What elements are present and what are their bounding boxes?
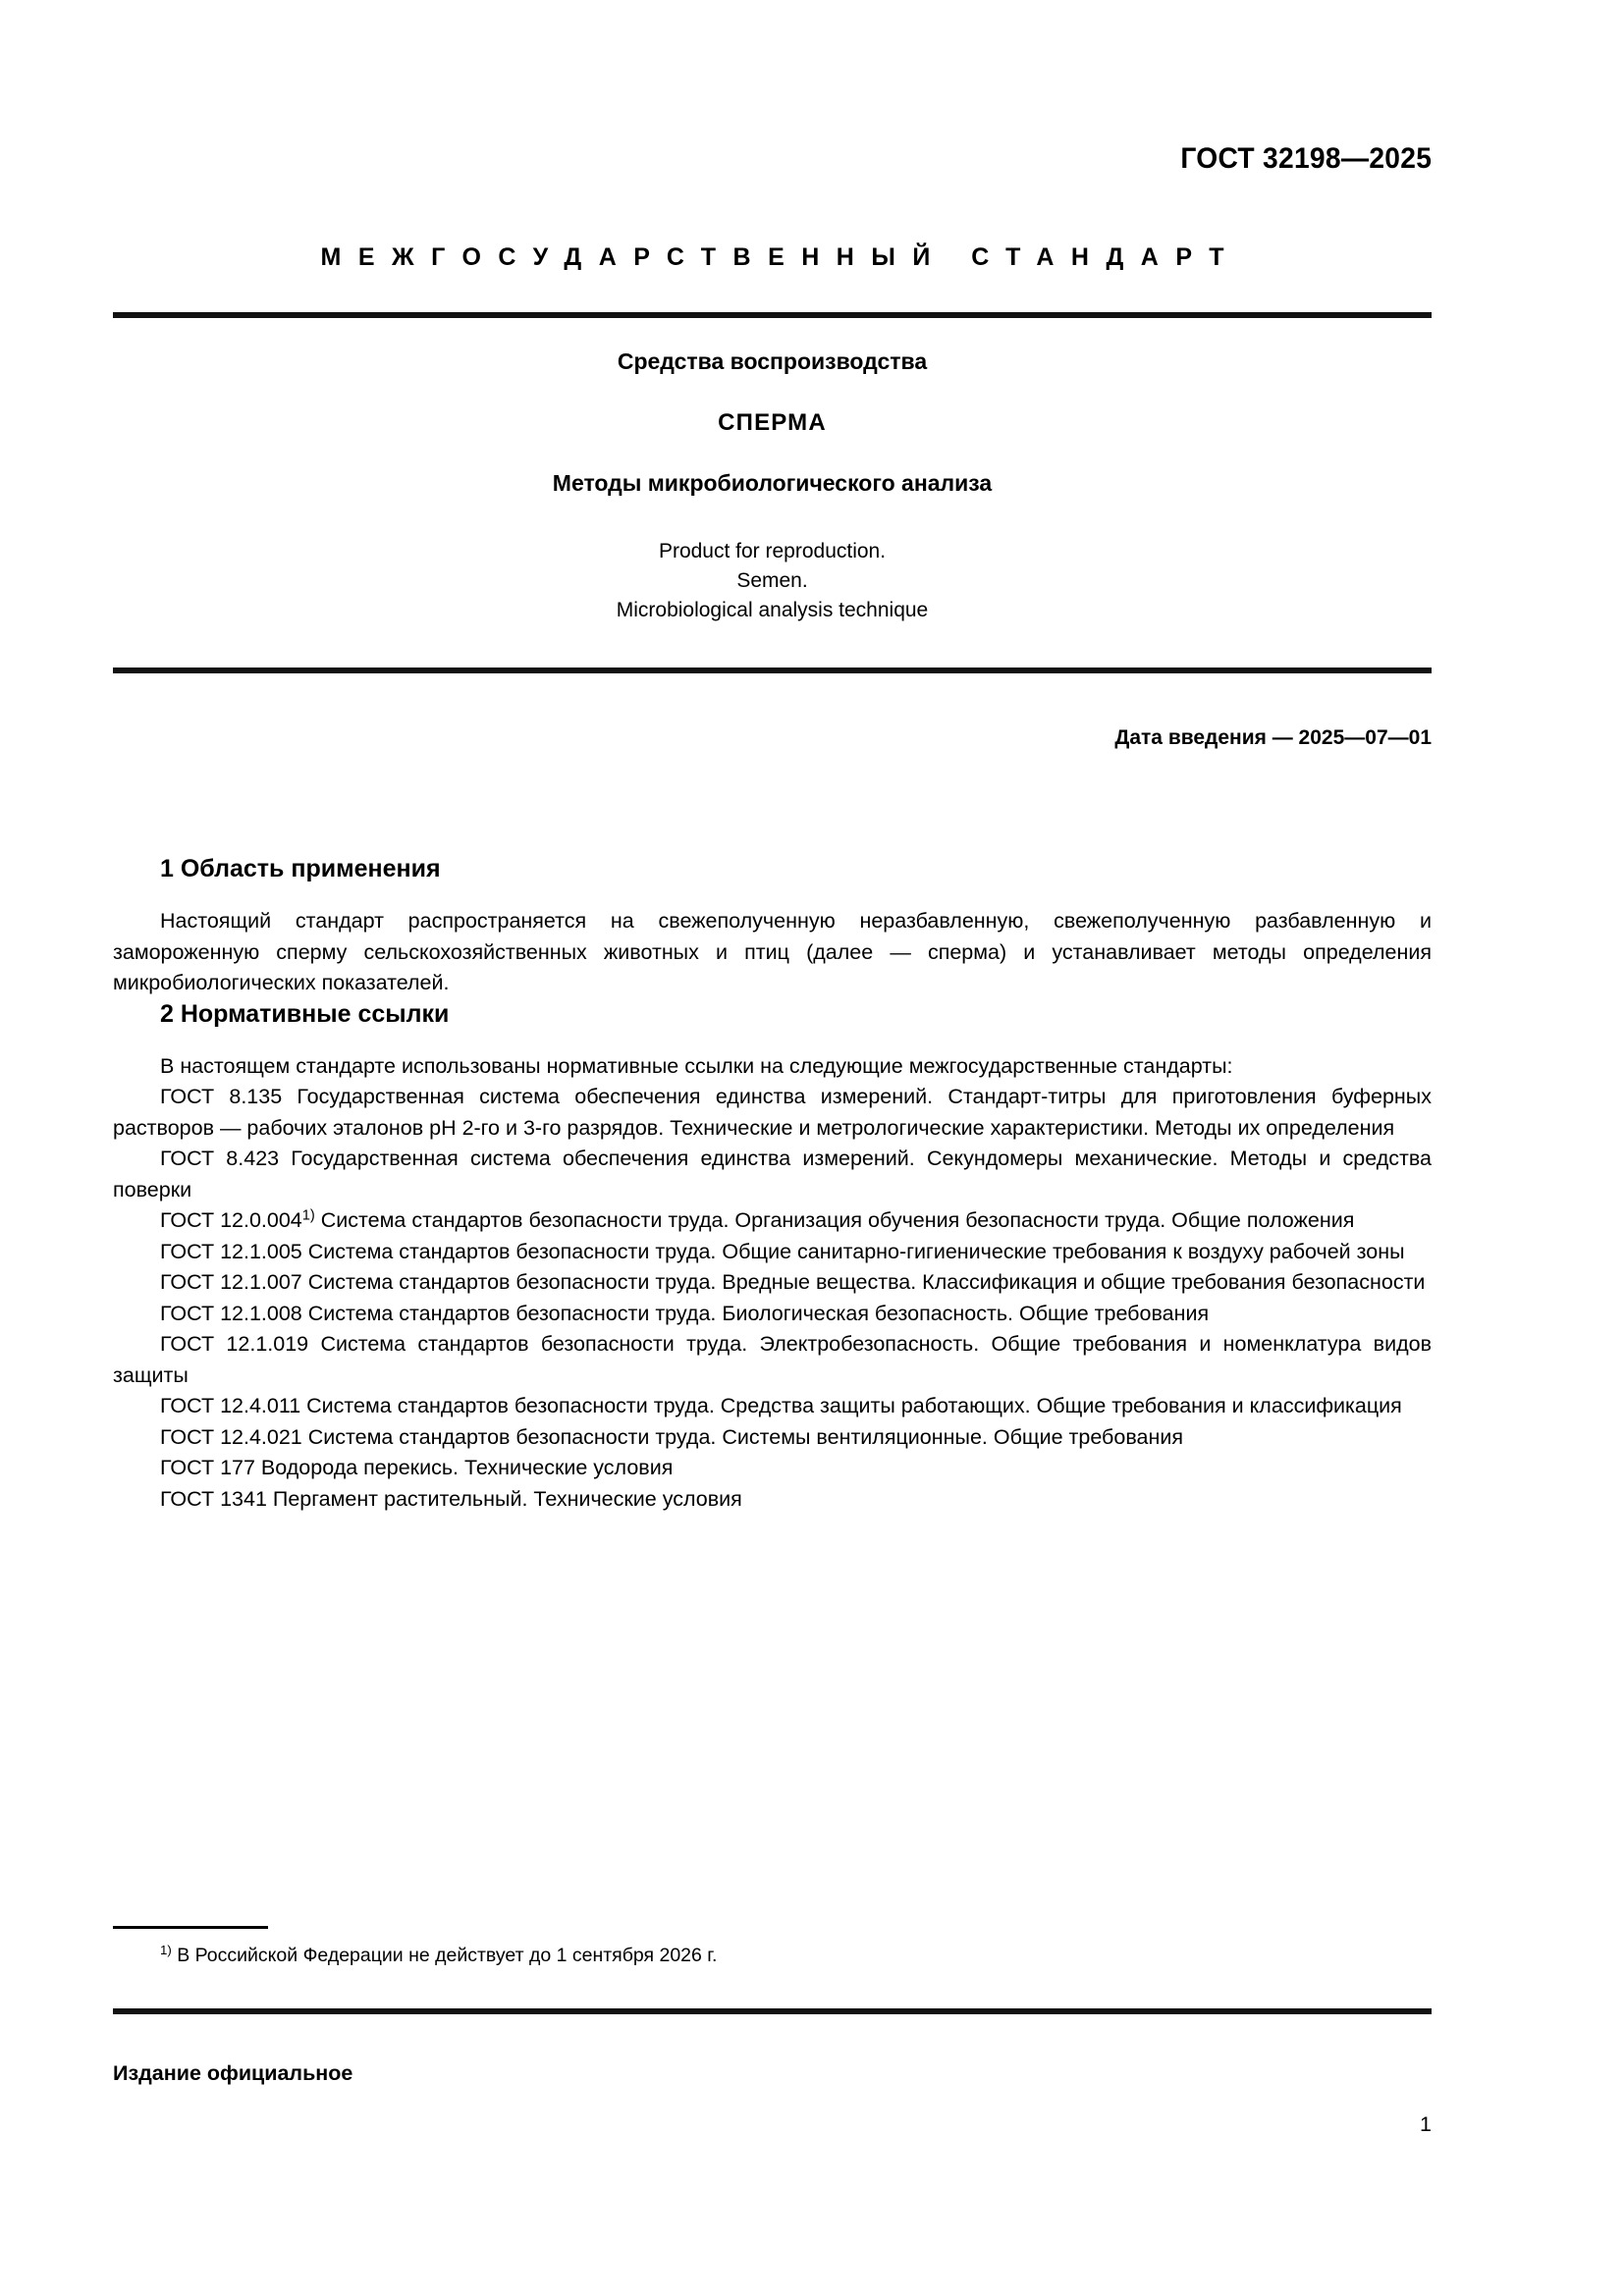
title-english-line-3: Microbiological analysis technique [616, 598, 929, 621]
reference-code: ГОСТ 12.0.004 [160, 1208, 302, 1233]
page-content-area [113, 0, 1432, 2296]
header-divider-rule [113, 312, 1432, 318]
introduction-date: Дата введения — 2025—07—01 [1114, 726, 1432, 749]
reference-item: ГОСТ 8.135 Государственная система обеспечения единства измерений. Стандарт-титры для приготовления буферных растворов — рабочих эталонов pH 2-го и 3-го разрядов. Технические и метрологические характеристики. Методы их определения [113, 1085, 1432, 1140]
title-russian-line-1: Средства воспроизводства [617, 348, 928, 374]
reference-item: ГОСТ 12.4.021 Система стандартов безопасности труда. Системы вентиляционные. Общие требования [160, 1424, 1183, 1449]
reference-item: ГОСТ 12.1.019 Система стандартов безопасности труда. Электробезопасность. Общие требования и номенклатура видов защиты [113, 1332, 1432, 1387]
section-heading-references: 2 Нормативные ссылки [160, 999, 450, 1028]
footer-divider-rule [113, 2008, 1432, 2014]
document-body [113, 854, 1432, 1515]
reference-item: ГОСТ 12.1.008 Система стандартов безопасности труда. Биологическая безопасность. Общие требования [160, 1301, 1210, 1325]
reference-item: ГОСТ 1341 Пергамент растительный. Технические условия [160, 1486, 742, 1511]
reference-item: ГОСТ 8.423 Государственная система обеспечения единства измерений. Секундомеры механические. Методы и средства поверки [113, 1147, 1432, 1201]
footnote-area [113, 1926, 1432, 1968]
footnote-entry [113, 1943, 1432, 1968]
reference-item [113, 1205, 1432, 1236]
title-block [113, 348, 1432, 624]
reference-item: ГОСТ 12.4.011 Система стандартов безопасности труда. Средства защиты работающих. Общие требования и классификация [160, 1394, 1402, 1418]
reference-item: ГОСТ 12.1.005 Система стандартов безопасности труда. Общие санитарно-гигиенические требования к воздуху рабочей зоны [160, 1239, 1405, 1263]
title-english-line-2: Semen. [736, 568, 808, 592]
reference-text: Система стандартов безопасности труда. Организация обучения безопасности труда. Общие положения [314, 1208, 1355, 1233]
edition-official-label: Издание официальное [113, 2061, 353, 2085]
footnote-separator-rule [113, 1926, 268, 1929]
title-english-line-1: Product for reproduction. [658, 539, 887, 562]
footnote-marker-reference: 1) [301, 1207, 315, 1224]
section-references-intro: В настоящем стандарте использованы нормативные ссылки на следующие межгосударственные стандарты: [160, 1053, 1233, 1078]
footnote-marker: 1) [160, 1943, 172, 1958]
footnote-text: В Российской Федерации не действует до 1 сентября 2026 г. [177, 1945, 718, 1966]
normative-references-list [113, 1082, 1432, 1515]
section-scope-paragraph: Настоящий стандарт распространяется на свежеполученную неразбавленную, свежеполученную разбавленную и замороженную сперму сельскохозяйственных животных и птиц (далее — сперма) и устанавливает методы определения микробиологических показателей. [113, 909, 1432, 995]
title-russian-line-2: СПЕРМА [718, 408, 827, 436]
document-number: ГОСТ 32198—2025 [1180, 142, 1432, 175]
reference-item: ГОСТ 12.1.007 Система стандартов безопасности труда. Вредные вещества. Классификация и общие требования безопасности [160, 1270, 1426, 1295]
title-english-block [113, 537, 1432, 624]
standard-banner: МЕЖГОСУДАРСТВЕННЫЙ СТАНДАРТ [320, 243, 1241, 271]
title-divider-rule [113, 667, 1432, 673]
reference-item: ГОСТ 177 Водорода перекись. Технические условия [160, 1456, 674, 1480]
title-russian-line-3: Методы микробиологического анализа [552, 470, 993, 497]
section-heading-scope: 1 Область применения [160, 855, 441, 882]
page-number: 1 [1420, 2112, 1432, 2136]
